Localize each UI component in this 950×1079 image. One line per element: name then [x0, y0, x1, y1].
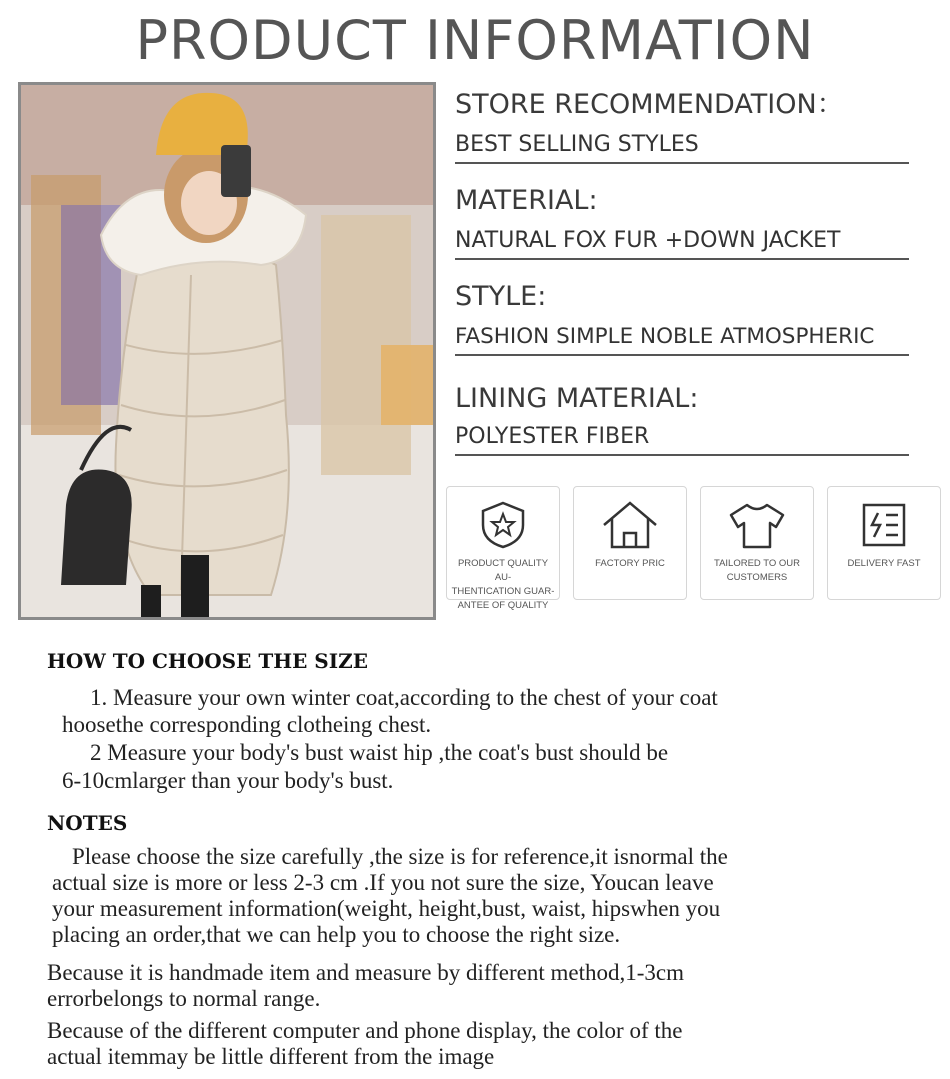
notes-title: NOTES — [47, 811, 128, 835]
info-store-recommendation — [455, 88, 909, 164]
shield-star-icon — [477, 499, 529, 551]
size-guide-line: 1. Measure your own winter coat,according to the chest of your coat — [90, 685, 718, 710]
info-lining-material — [455, 382, 909, 456]
model-in-coat-illustration — [21, 85, 433, 617]
badge-caption: CUSTOMERS — [726, 572, 788, 583]
info-value: BEST SELLING STYLES — [455, 132, 699, 157]
info-label: LINING MATERIAL: — [455, 383, 699, 414]
badge-factory-price — [573, 486, 687, 600]
badge-caption: DELIVERY FAST — [847, 558, 921, 569]
notes-line: your measurement information(weight, height,bust, waist, hipswhen you — [52, 896, 721, 921]
info-label: STORE RECOMMENDATION： — [455, 89, 844, 120]
notes-line: Please choose the size carefully ,the size is for reference,it isnormal the — [72, 844, 728, 869]
size-guide-line: 2 Measure your body's bust waist hip ,the coat's bust should be — [90, 740, 669, 765]
notes-line: actual size is more or less 2-3 cm .If you not sure the size, Youcan leave — [52, 870, 714, 895]
divider — [455, 354, 909, 356]
product-photo — [18, 82, 436, 620]
info-label: STYLE: — [455, 281, 547, 312]
divider — [455, 258, 909, 260]
service-badges — [446, 486, 942, 611]
badge-caption: PRODUCT QUALITY AU- — [457, 558, 549, 583]
page-title: PRODUCT INFORMATION — [135, 9, 815, 72]
badge-delivery — [827, 486, 941, 600]
info-value: FASHION SIMPLE NOBLE ATMOSPHERIC — [455, 324, 875, 349]
tshirt-icon — [727, 499, 787, 551]
badge-caption: ANTEE OF QUALITY — [457, 600, 549, 611]
badge-caption: THENTICATION GUAR- — [451, 586, 555, 597]
size-guide-title: HOW TO CHOOSE THE SIZE — [47, 649, 368, 673]
badge-caption: FACTORY PRIC — [595, 558, 665, 569]
house-icon — [600, 499, 660, 551]
info-label: MATERIAL: — [455, 185, 598, 216]
notes-display-line: actual itemmay be little different from the image — [47, 1044, 495, 1069]
notes-handmade-line: Because it is handmade item and measure by different method,1-3cm — [47, 960, 684, 985]
notes-line: placing an order,that we can help you to choose the right size. — [52, 922, 621, 947]
divider — [455, 162, 909, 164]
info-material — [455, 184, 909, 260]
info-value: NATURAL FOX FUR +DOWN JACKET — [455, 228, 841, 253]
delivery-icon — [854, 499, 914, 551]
notes-display-line: Because of the different computer and phone display, the color of the — [47, 1018, 683, 1043]
size-guide-line: hoosethe corresponding clotheing chest. — [62, 712, 432, 737]
info-value: POLYESTER FIBER — [455, 424, 650, 449]
size-guide-line: 6-10cmlarger than your body's bust. — [62, 768, 394, 793]
divider — [455, 454, 909, 456]
badge-tailored — [700, 486, 814, 600]
info-style — [455, 280, 935, 356]
notes-handmade-line: errorbelongs to normal range. — [47, 986, 321, 1011]
badge-caption: TAILORED TO OUR — [713, 558, 801, 569]
badge-quality — [446, 486, 560, 611]
